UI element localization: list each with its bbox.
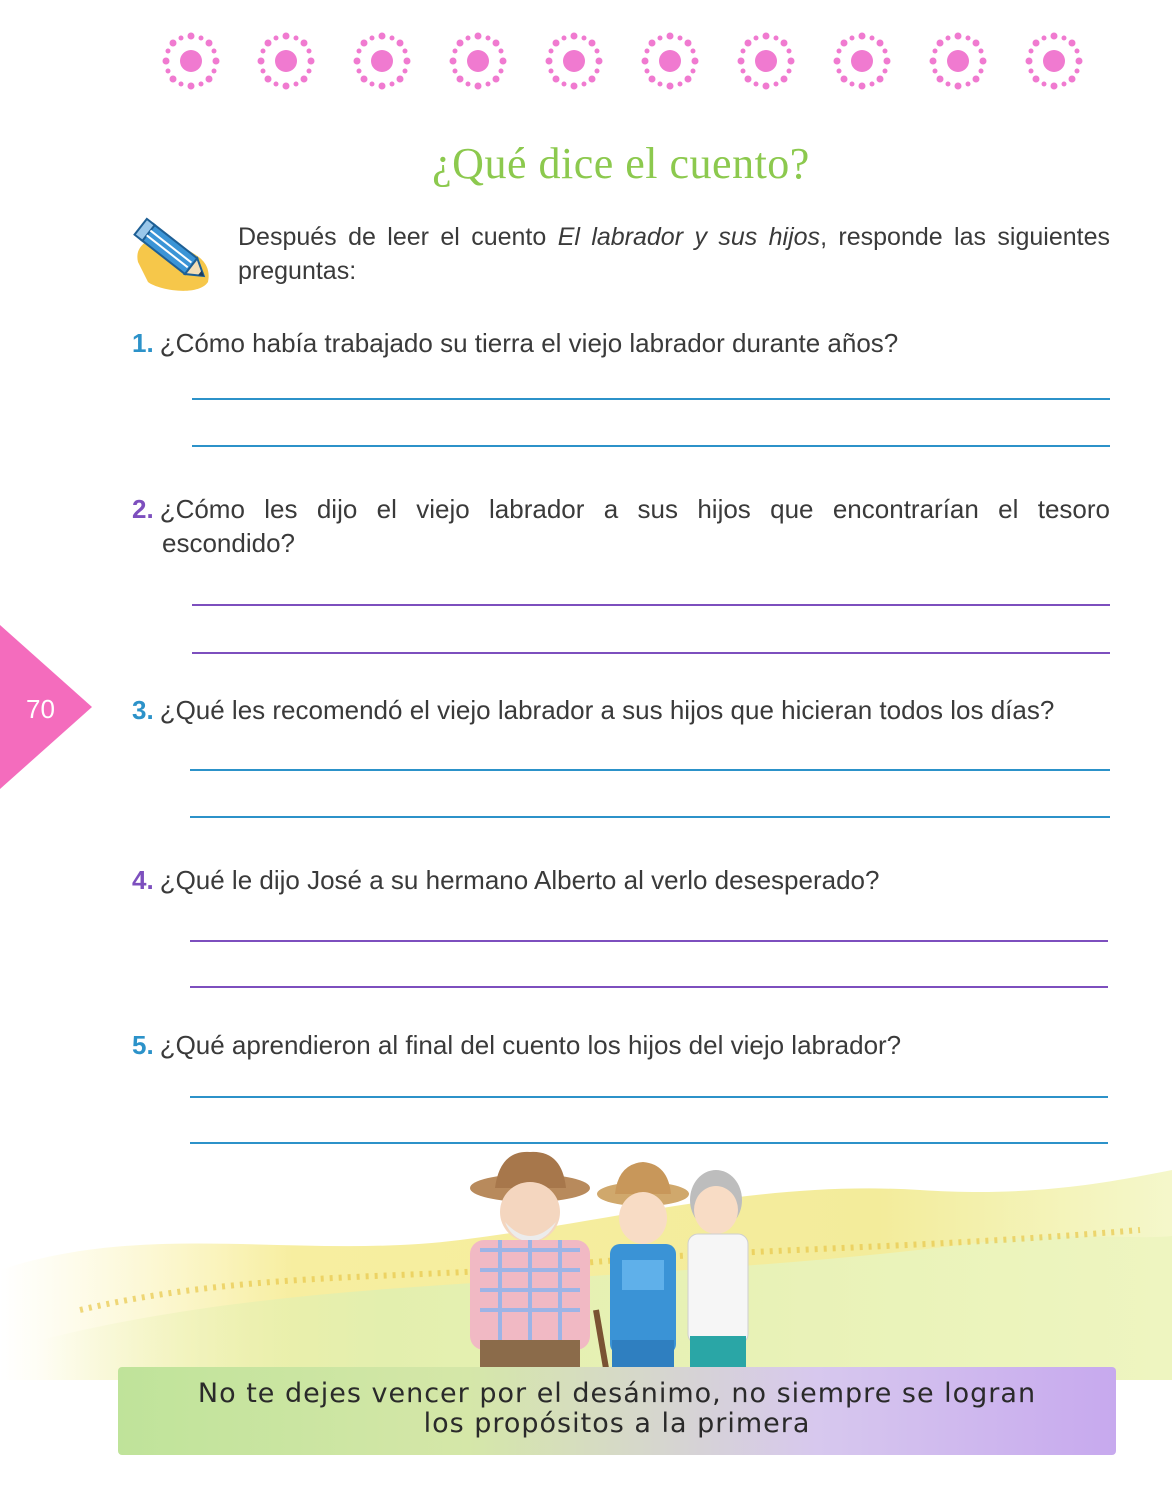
question-number: 2. xyxy=(132,494,154,524)
farmer-illustration xyxy=(0,1140,1172,1380)
question-number: 4. xyxy=(132,865,154,895)
question-2 xyxy=(132,492,1110,560)
instructions xyxy=(238,220,1110,288)
question-number: 3. xyxy=(132,695,154,725)
question-5 xyxy=(132,1028,1110,1062)
answer-line[interactable] xyxy=(192,398,1110,400)
instructions-text: Después de leer el cuento xyxy=(238,223,558,251)
story-title: El labrador y sus hijos xyxy=(557,223,821,251)
question-text: ¿Qué les recomendó el viejo labrador a sus hijos que hicieran todos los días? xyxy=(159,695,1055,725)
question-number: 1. xyxy=(132,328,154,358)
answer-line[interactable] xyxy=(190,1096,1108,1098)
flower-ornament xyxy=(160,30,222,92)
flower-ornament xyxy=(639,30,701,92)
answer-line[interactable] xyxy=(190,986,1108,988)
answer-line[interactable] xyxy=(192,445,1110,447)
flower-ornament xyxy=(927,30,989,92)
banner-line-1: No te dejes vencer por el desánimo, no siempre se logran xyxy=(197,1378,1037,1409)
flower-ornament xyxy=(351,30,413,92)
banner-line-2: los propósitos a la primera xyxy=(423,1408,811,1439)
flower-ornament xyxy=(543,30,605,92)
flower-ornament xyxy=(447,30,509,92)
page-number: 70 xyxy=(26,694,55,724)
answer-line[interactable] xyxy=(190,816,1110,818)
flower-ornament xyxy=(735,30,797,92)
flower-ornament xyxy=(1023,30,1085,92)
instructions-text-end: , responde las siguientes preguntas: xyxy=(238,223,1110,285)
question-text: ¿Qué le dijo José a su hermano Alberto al verlo desesperado? xyxy=(159,865,880,895)
question-text: ¿Cómo les dijo el viejo labrador a sus hijos que encontrarían el tesoro xyxy=(159,494,1110,524)
question-text: ¿Cómo había trabajado su tierra el viejo labrador durante años? xyxy=(159,328,899,358)
flower-ornament xyxy=(831,30,893,92)
answer-line[interactable] xyxy=(192,604,1110,606)
pencil-icon xyxy=(128,212,218,294)
flower-border xyxy=(160,30,1080,92)
answer-line[interactable] xyxy=(190,940,1108,942)
answer-line[interactable] xyxy=(190,769,1110,771)
answer-line[interactable] xyxy=(192,652,1110,654)
question-4 xyxy=(132,863,1110,897)
page-title: ¿Qué dice el cuento? xyxy=(432,139,810,188)
question-number: 5. xyxy=(132,1030,154,1060)
question-text: ¿Qué aprendieron al final del cuento los hijos del viejo labrador? xyxy=(159,1030,902,1060)
question-text-continued: escondido? xyxy=(162,528,295,558)
flower-ornament xyxy=(255,30,317,92)
question-1 xyxy=(132,326,1110,360)
banner-text xyxy=(118,1379,1116,1439)
motivational-banner xyxy=(118,1367,1116,1455)
question-3 xyxy=(132,693,1110,727)
